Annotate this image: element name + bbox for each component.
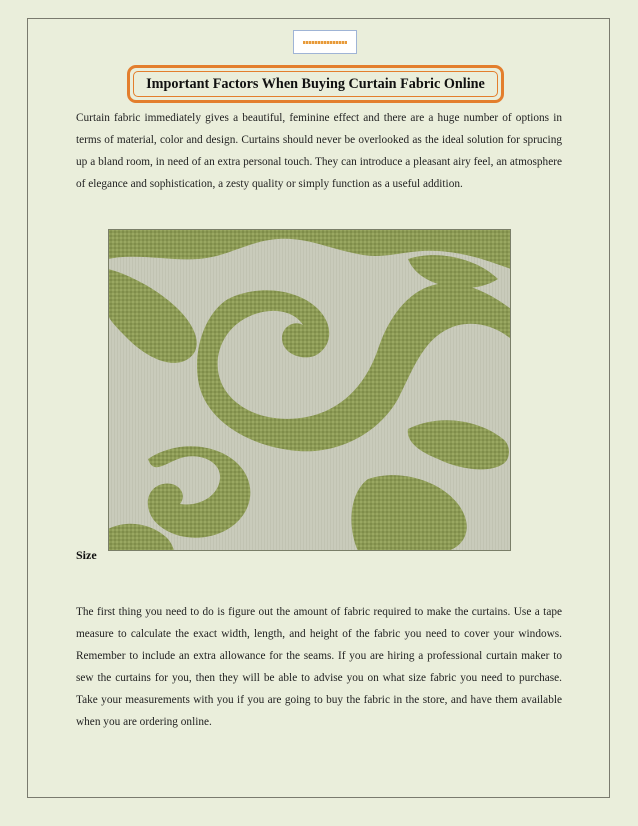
section-heading-size: Size: [76, 548, 97, 562]
curtain-fabric-image: [108, 229, 511, 551]
header-logo: [293, 30, 357, 54]
title-box: [127, 65, 504, 103]
logo-mark: [303, 41, 347, 44]
document-title: Important Factors When Buying Curtain Fabric Online: [133, 71, 498, 97]
intro-paragraph: Curtain fabric immediately gives a beautiful, feminine effect and there are a huge number of options in terms of material, color and design. Curtains should never be overlooked as the ideal solution for sprucing up a bland room, in need of an extra personal touch. They can introduce a pleasant airy feel, an atmosphere of elegance and sophistication, a zesty quality or simply function as a useful addition.: [76, 112, 562, 190]
size-paragraph: The first thing you need to do is figure out the amount of fabric required to make the curtains. Use a tape measure to calculate the exact width, length, and height of the fabric you need to cover your windows. Remember to include an extra allowance for the seams. If you are hiring a professional curtain maker to sew the curtains for you, then they will be able to advise you on what size fabric you need to purchase. Take your measurements with you if you are going to buy the fabric in the store, and have them available when you are ordering online.: [76, 606, 562, 728]
